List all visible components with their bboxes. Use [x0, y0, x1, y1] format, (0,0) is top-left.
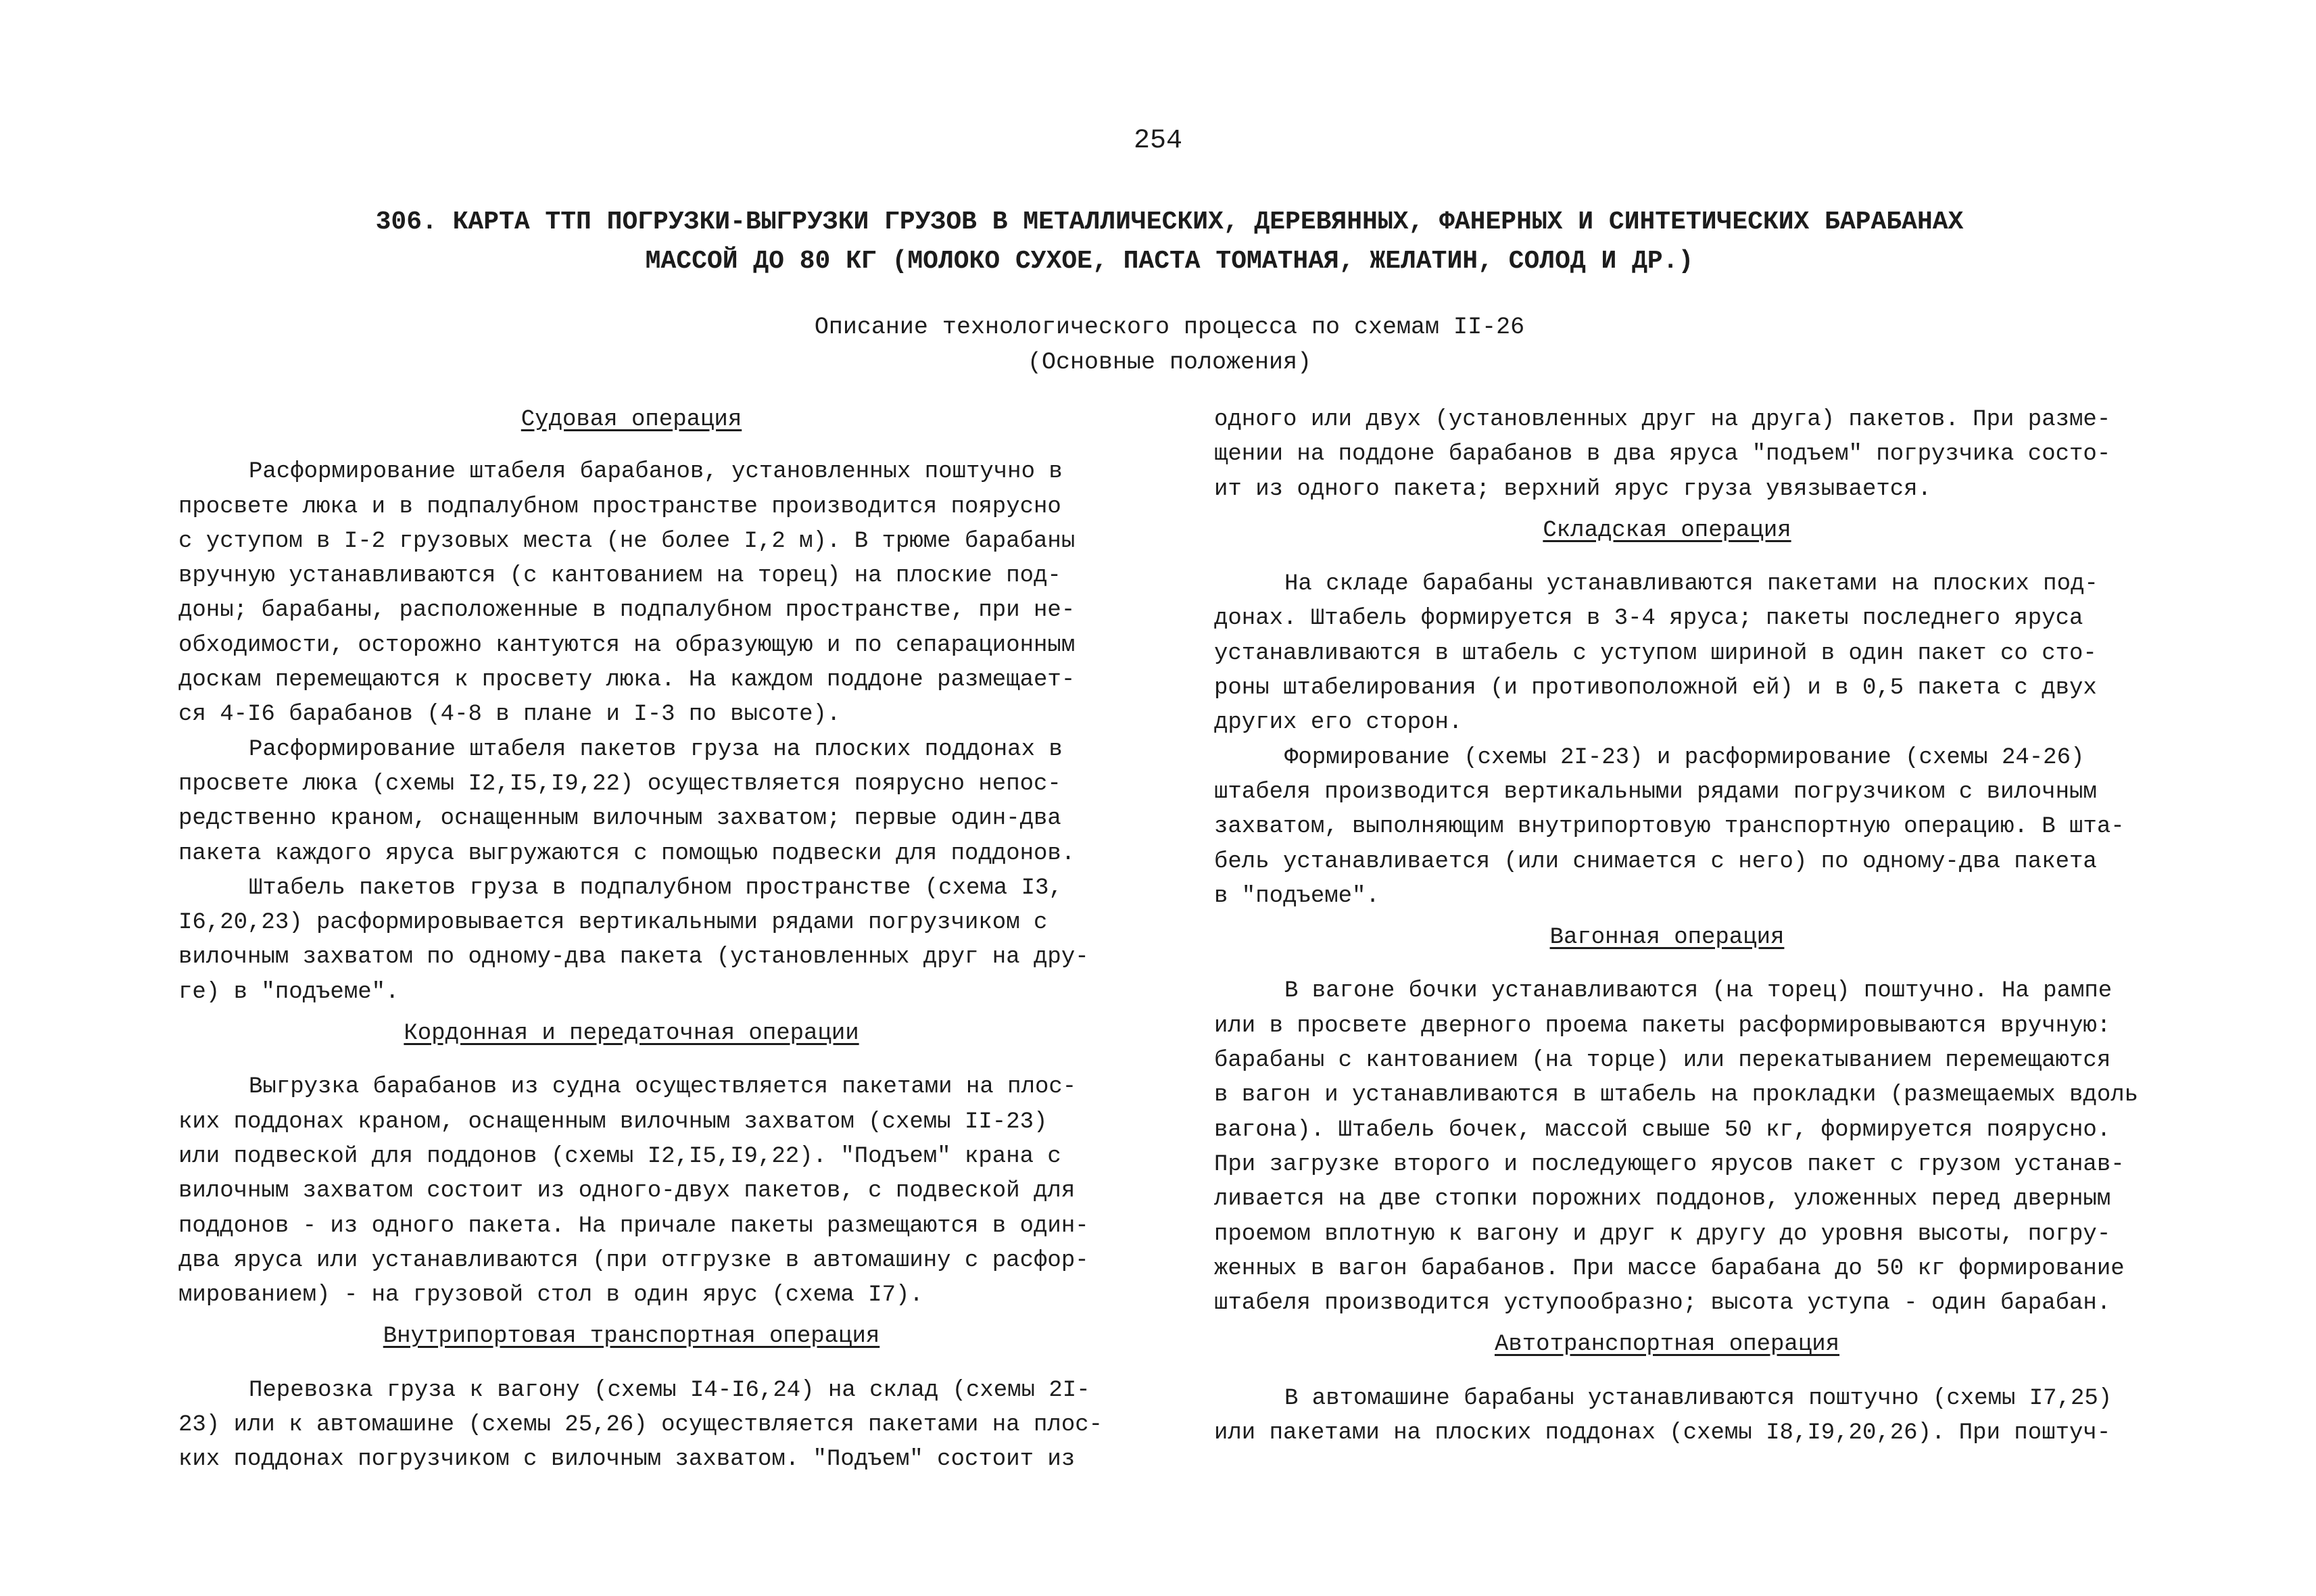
text-line: ких поддонах краном, оснащенным вилочным захватом (схемы II-23): [178, 1109, 1048, 1135]
title-line: МАССОЙ ДО 80 КГ (МОЛОКО СУХОЕ, ПАСТА ТОМАТНАЯ, ЖЕЛАТИН, СОЛОД И ДР.): [645, 247, 1694, 276]
text-line: с уступом в I-2 грузовых места (не более I,2 м). В трюме барабаны: [178, 528, 1076, 554]
section-heading-kordonnaya: Кордонная и передаточная операции: [404, 1021, 859, 1047]
text-line: штабеля производится вертикальными рядами погрузчиком с вилочным: [1214, 779, 2097, 805]
text-line: захватом, выполняющим внутрипортовую транспортную операцию. В шта-: [1214, 814, 2125, 840]
text-line: Расформирование штабеля барабанов, установленных поштучно в: [249, 459, 1063, 485]
text-line: донах. Штабель формируется в 3-4 яруса; пакеты последнего яруса: [1214, 606, 2083, 632]
text-line: женных в вагон барабанов. При массе барабана до 50 кг формирование: [1214, 1255, 2125, 1282]
paragraph: [178, 871, 1089, 1010]
text-line: Перевозка груза к вагону (схемы I4-I6,24) на склад (схемы 2I-: [249, 1377, 1090, 1403]
text-line: просвете люка и в подпалубном пространстве производится поярусно: [178, 493, 1061, 520]
text-line: просвете люка (схемы I2,I5,I9,22) осуществляется поярусно непос-: [178, 771, 1061, 797]
text-line: В автомашине барабаны устанавливаются поштучно (схемы I7,25): [1284, 1385, 2113, 1411]
text-line: вагона). Штабель бочек, массой свыше 50 кг, формируется поярусно.: [1214, 1117, 2111, 1143]
subtitle-line: Описание технологического процесса по схемам II-26: [814, 314, 1525, 341]
text-line: ге) в "подъеме".: [178, 979, 400, 1005]
paragraph: [178, 1070, 1089, 1313]
page-number: 254: [1133, 126, 1182, 156]
text-line: I6,20,23) расформировывается вертикальными рядами погрузчиком с: [178, 910, 1048, 936]
text-line: других его сторон.: [1214, 710, 1463, 736]
text-line: бель устанавливается (или снимается с него) по одному-два пакета: [1214, 848, 2097, 875]
paragraph: [1214, 974, 2139, 1321]
paragraph-continuation: [1214, 403, 2120, 507]
document-subtitle: [426, 310, 1913, 380]
text-line: щении на поддоне барабанов в два яруса "подъем" погрузчика состо-: [1214, 441, 2111, 468]
text-line: Формирование (схемы 2I-23) и расформирование (схемы 24-26): [1284, 744, 2085, 771]
text-line: вилочным захватом состоит из одного-двух пакетов, с подвеской для: [178, 1178, 1076, 1205]
paragraph: [178, 455, 1084, 732]
text-line: в "подъеме".: [1214, 883, 1380, 909]
text-line: пакета каждого яруса выгружаются с помощью подвески для поддонов.: [178, 840, 1076, 867]
text-line: ит из одного пакета; верхний ярус груза увязывается.: [1214, 476, 1931, 502]
text-line: ся 4-I6 барабанов (4-8 в плане и I-3 по высоте).: [178, 702, 841, 728]
text-line: проемом вплотную к вагону и друг к другу до уровня высоты, погру-: [1214, 1221, 2111, 1247]
text-line: Расформирование штабеля пакетов груза на плоских поддонах в: [249, 736, 1063, 763]
text-line: На складе барабаны устанавливаются пакетами на плоских под-: [1284, 571, 2098, 598]
section-heading-sudovaya: Судовая операция: [521, 407, 742, 433]
text-line: 23) или к автомашине (схемы 25,26) осуществляется пакетами на плос-: [178, 1412, 1103, 1438]
text-line: обходимости, осторожно кантуются на образующую и по сепарационным: [178, 632, 1076, 658]
text-line: в вагон и устанавливаются в штабель на прокладки (размещаемых вдоль: [1214, 1082, 2139, 1109]
section-heading-avtotransportnaya: Автотранспортная операция: [1494, 1332, 1840, 1358]
title-line: 306. КАРТА ТТП ПОГРУЗКИ-ВЫГРУЗКИ ГРУЗОВ В МЕТАЛЛИЧЕСКИХ, ДЕРЕВЯННЫХ, ФАНЕРНЫХ И СИНТЕТИЧЕСКИХ БАРАБАНАХ: [375, 208, 1964, 237]
paragraph: [178, 1374, 1103, 1478]
text-line: В вагоне бочки устанавливаются (на торец) поштучно. На рампе: [1284, 978, 2113, 1005]
text-line: редственно краном, оснащенным вилочным захватом; первые один-два: [178, 806, 1061, 832]
text-line: или подвеской для поддонов (схемы I2,I5,I9,22). "Подъем" крана с: [178, 1143, 1061, 1169]
text-line: одного или двух (установленных друг на друга) пакетов. При разме-: [1214, 407, 2111, 433]
text-line: ких поддонах погрузчиком с вилочным захватом. "Подъем" состоит из: [178, 1447, 1076, 1473]
text-line: поддонов - из одного пакета. На причале пакеты размещаются в один-: [178, 1213, 1089, 1239]
text-line: ливается на две стопки порожних поддонов, уложенных перед дверным: [1214, 1186, 2111, 1213]
document-title: [257, 203, 2082, 281]
text-line: или в просвете дверного проема пакеты расформировываются вручную:: [1214, 1013, 2111, 1039]
text-line: Штабель пакетов груза в подпалубном пространстве (схема I3,: [249, 875, 1063, 901]
text-line: штабеля производится уступообразно; высота уступа - один барабан.: [1214, 1290, 2111, 1317]
text-line: мированием) - на грузовой стол в один ярус (схема I7).: [178, 1282, 923, 1309]
section-heading-vnutriportovaya: Внутрипортовая транспортная операция: [383, 1324, 880, 1350]
text-line: доны; барабаны, расположенные в подпалубном пространстве, при не-: [178, 598, 1076, 624]
text-line: вилочным захватом по одному-два пакета (установленных друг на дру-: [178, 944, 1089, 971]
paragraph: [1214, 567, 2120, 740]
text-line: Выгрузка барабанов из судна осуществляется пакетами на плос-: [249, 1074, 1077, 1101]
left-column: [178, 403, 1103, 1478]
right-column: [1214, 403, 2139, 1451]
text-line: роны штабелирования (и противоположной ей) и в 0,5 пакета с двух: [1214, 675, 2097, 702]
text-line: или пакетами на плоских поддонах (схемы I8,I9,20,26). При поштуч-: [1214, 1420, 2111, 1447]
text-line: доскам перемещаются к просвету люка. На каждом поддоне размещает-: [178, 667, 1076, 694]
text-line: вручную устанавливаются (с кантованием на торец) на плоские под-: [178, 563, 1061, 589]
text-line: При загрузке второго и последующего ярусов пакет с грузом устанав-: [1214, 1151, 2125, 1178]
text-line: устанавливаются в штабель с уступом шириной в один пакет со сто-: [1214, 640, 2097, 667]
text-line: два яруса или устанавливаются (при отгрузке в автомашину с расфор-: [178, 1247, 1089, 1274]
section-heading-skladskaya: Складская операция: [1543, 517, 1791, 543]
paragraph: [1214, 741, 2125, 914]
paragraph: [178, 733, 1084, 871]
section-heading-vagonnaya: Вагонная операция: [1549, 925, 1785, 951]
text-line: барабаны с кантованием (на торце) или перекатыванием перемещаются: [1214, 1048, 2111, 1074]
subtitle-line: (Основные положения): [1027, 349, 1312, 376]
paragraph: [1214, 1382, 2120, 1451]
